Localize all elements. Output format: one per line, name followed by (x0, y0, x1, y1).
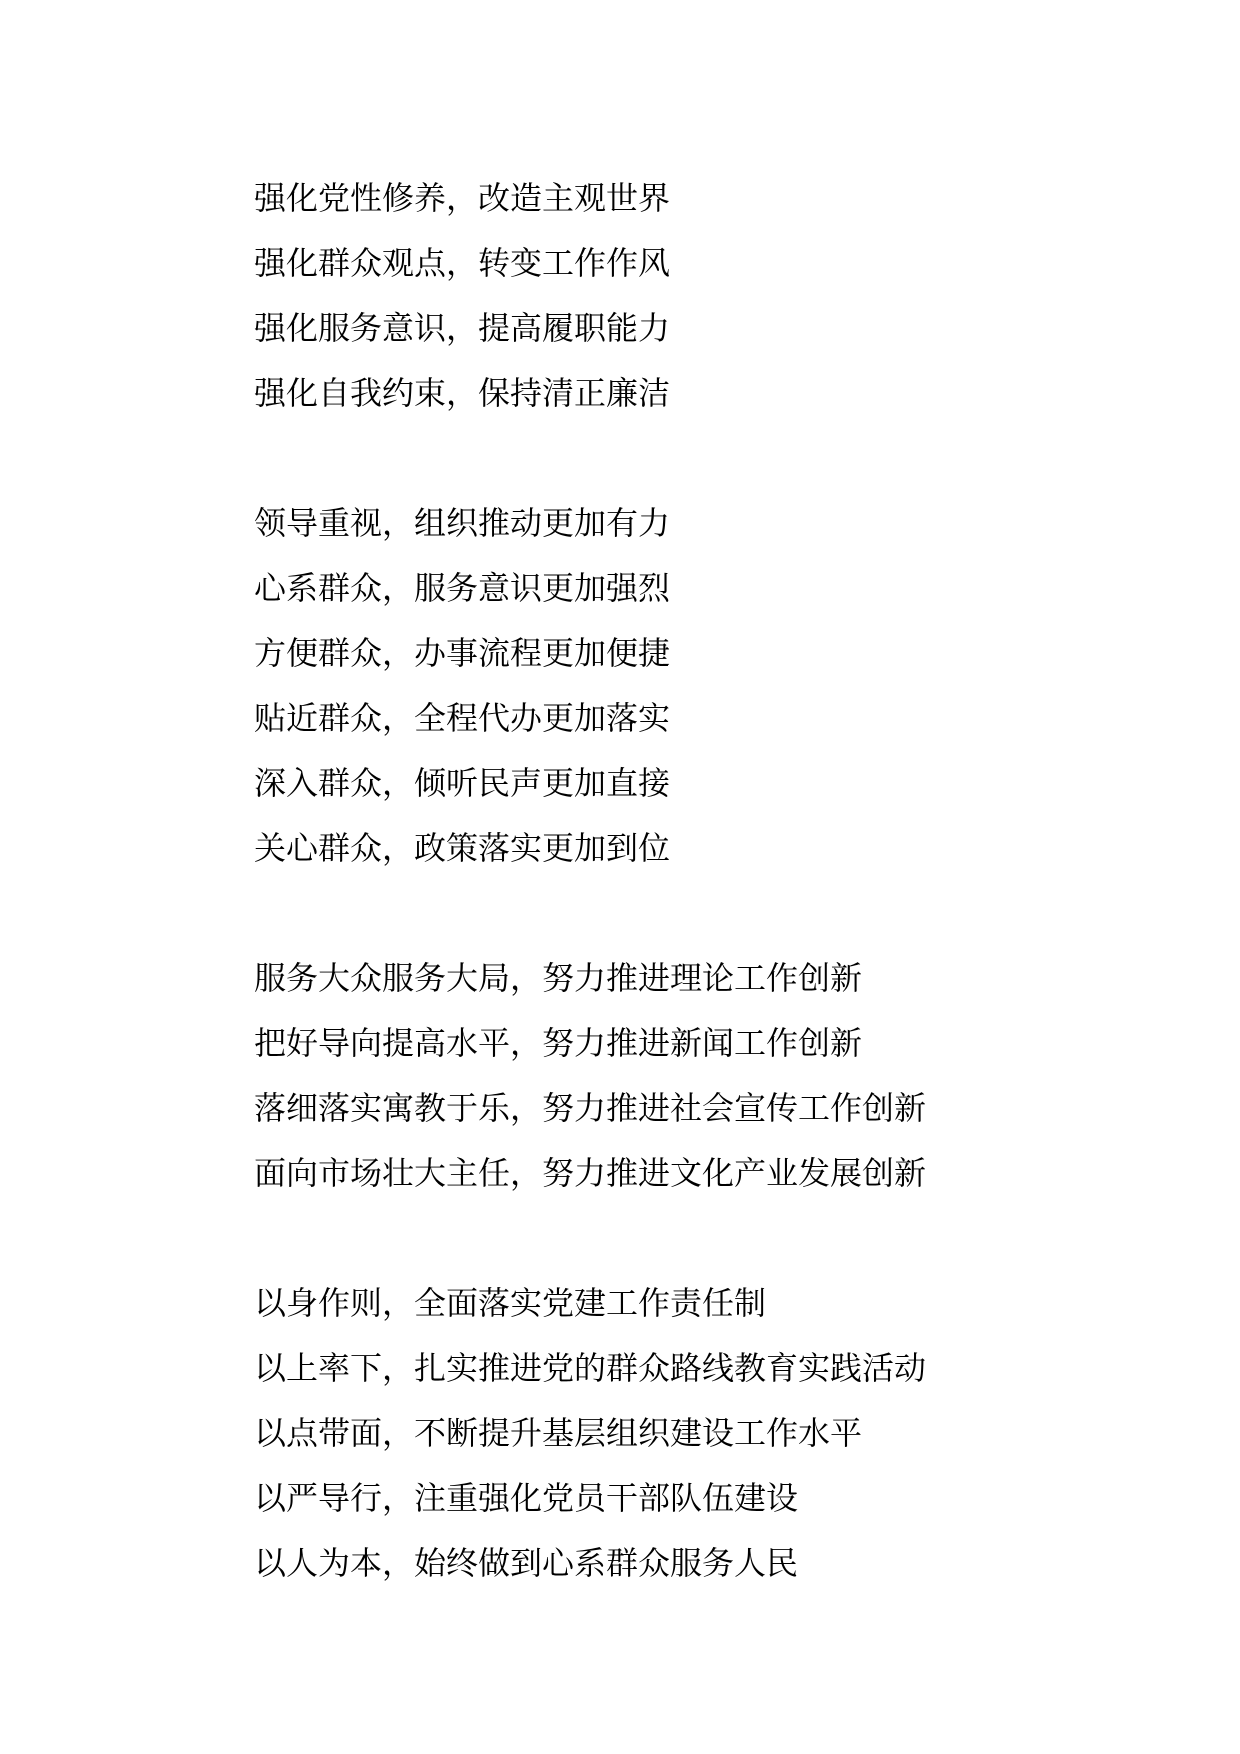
text-line: 领导重视，组织推动更加有力 (254, 504, 671, 542)
slogan-group-4 (254, 1271, 1154, 1596)
text-line: 深入群众，倾听民声更加直接 (254, 764, 671, 802)
text-line: 强化党性修养，改造主观世界 (254, 179, 671, 217)
text-line: 以上率下，扎实推进党的群众路线教育实践活动 (254, 1349, 927, 1387)
group-spacer (254, 1206, 1154, 1271)
text-line: 心系群众，服务意识更加强烈 (254, 569, 671, 607)
text-line: 以严导行，注重强化党员干部队伍建设 (254, 1479, 799, 1517)
text-line: 强化自我约束，保持清正廉洁 (254, 374, 671, 412)
text-line: 强化服务意识，提高履职能力 (254, 309, 671, 347)
text-line: 面向市场壮大主任，努力推进文化产业发展创新 (254, 1154, 927, 1192)
text-line: 方便群众，办事流程更加便捷 (254, 634, 671, 672)
group-spacer (254, 426, 1154, 491)
text-line: 落细落实寓教于乐，努力推进社会宣传工作创新 (254, 1089, 927, 1127)
text-line: 关心群众，政策落实更加到位 (254, 829, 671, 867)
document-body (254, 166, 1154, 1596)
slogan-group-3 (254, 946, 1154, 1206)
slogan-group-1 (254, 166, 1154, 426)
text-line: 服务大众服务大局，努力推进理论工作创新 (254, 959, 863, 997)
group-spacer (254, 881, 1154, 946)
text-line: 以点带面，不断提升基层组织建设工作水平 (254, 1414, 863, 1452)
text-line: 强化群众观点，转变工作作风 (254, 244, 671, 282)
text-line: 把好导向提高水平，努力推进新闻工作创新 (254, 1024, 863, 1062)
text-line: 以身作则，全面落实党建工作责任制 (254, 1284, 767, 1322)
text-line: 以人为本，始终做到心系群众服务人民 (254, 1544, 799, 1582)
slogan-group-2 (254, 491, 1154, 881)
text-line: 贴近群众，全程代办更加落实 (254, 699, 671, 737)
